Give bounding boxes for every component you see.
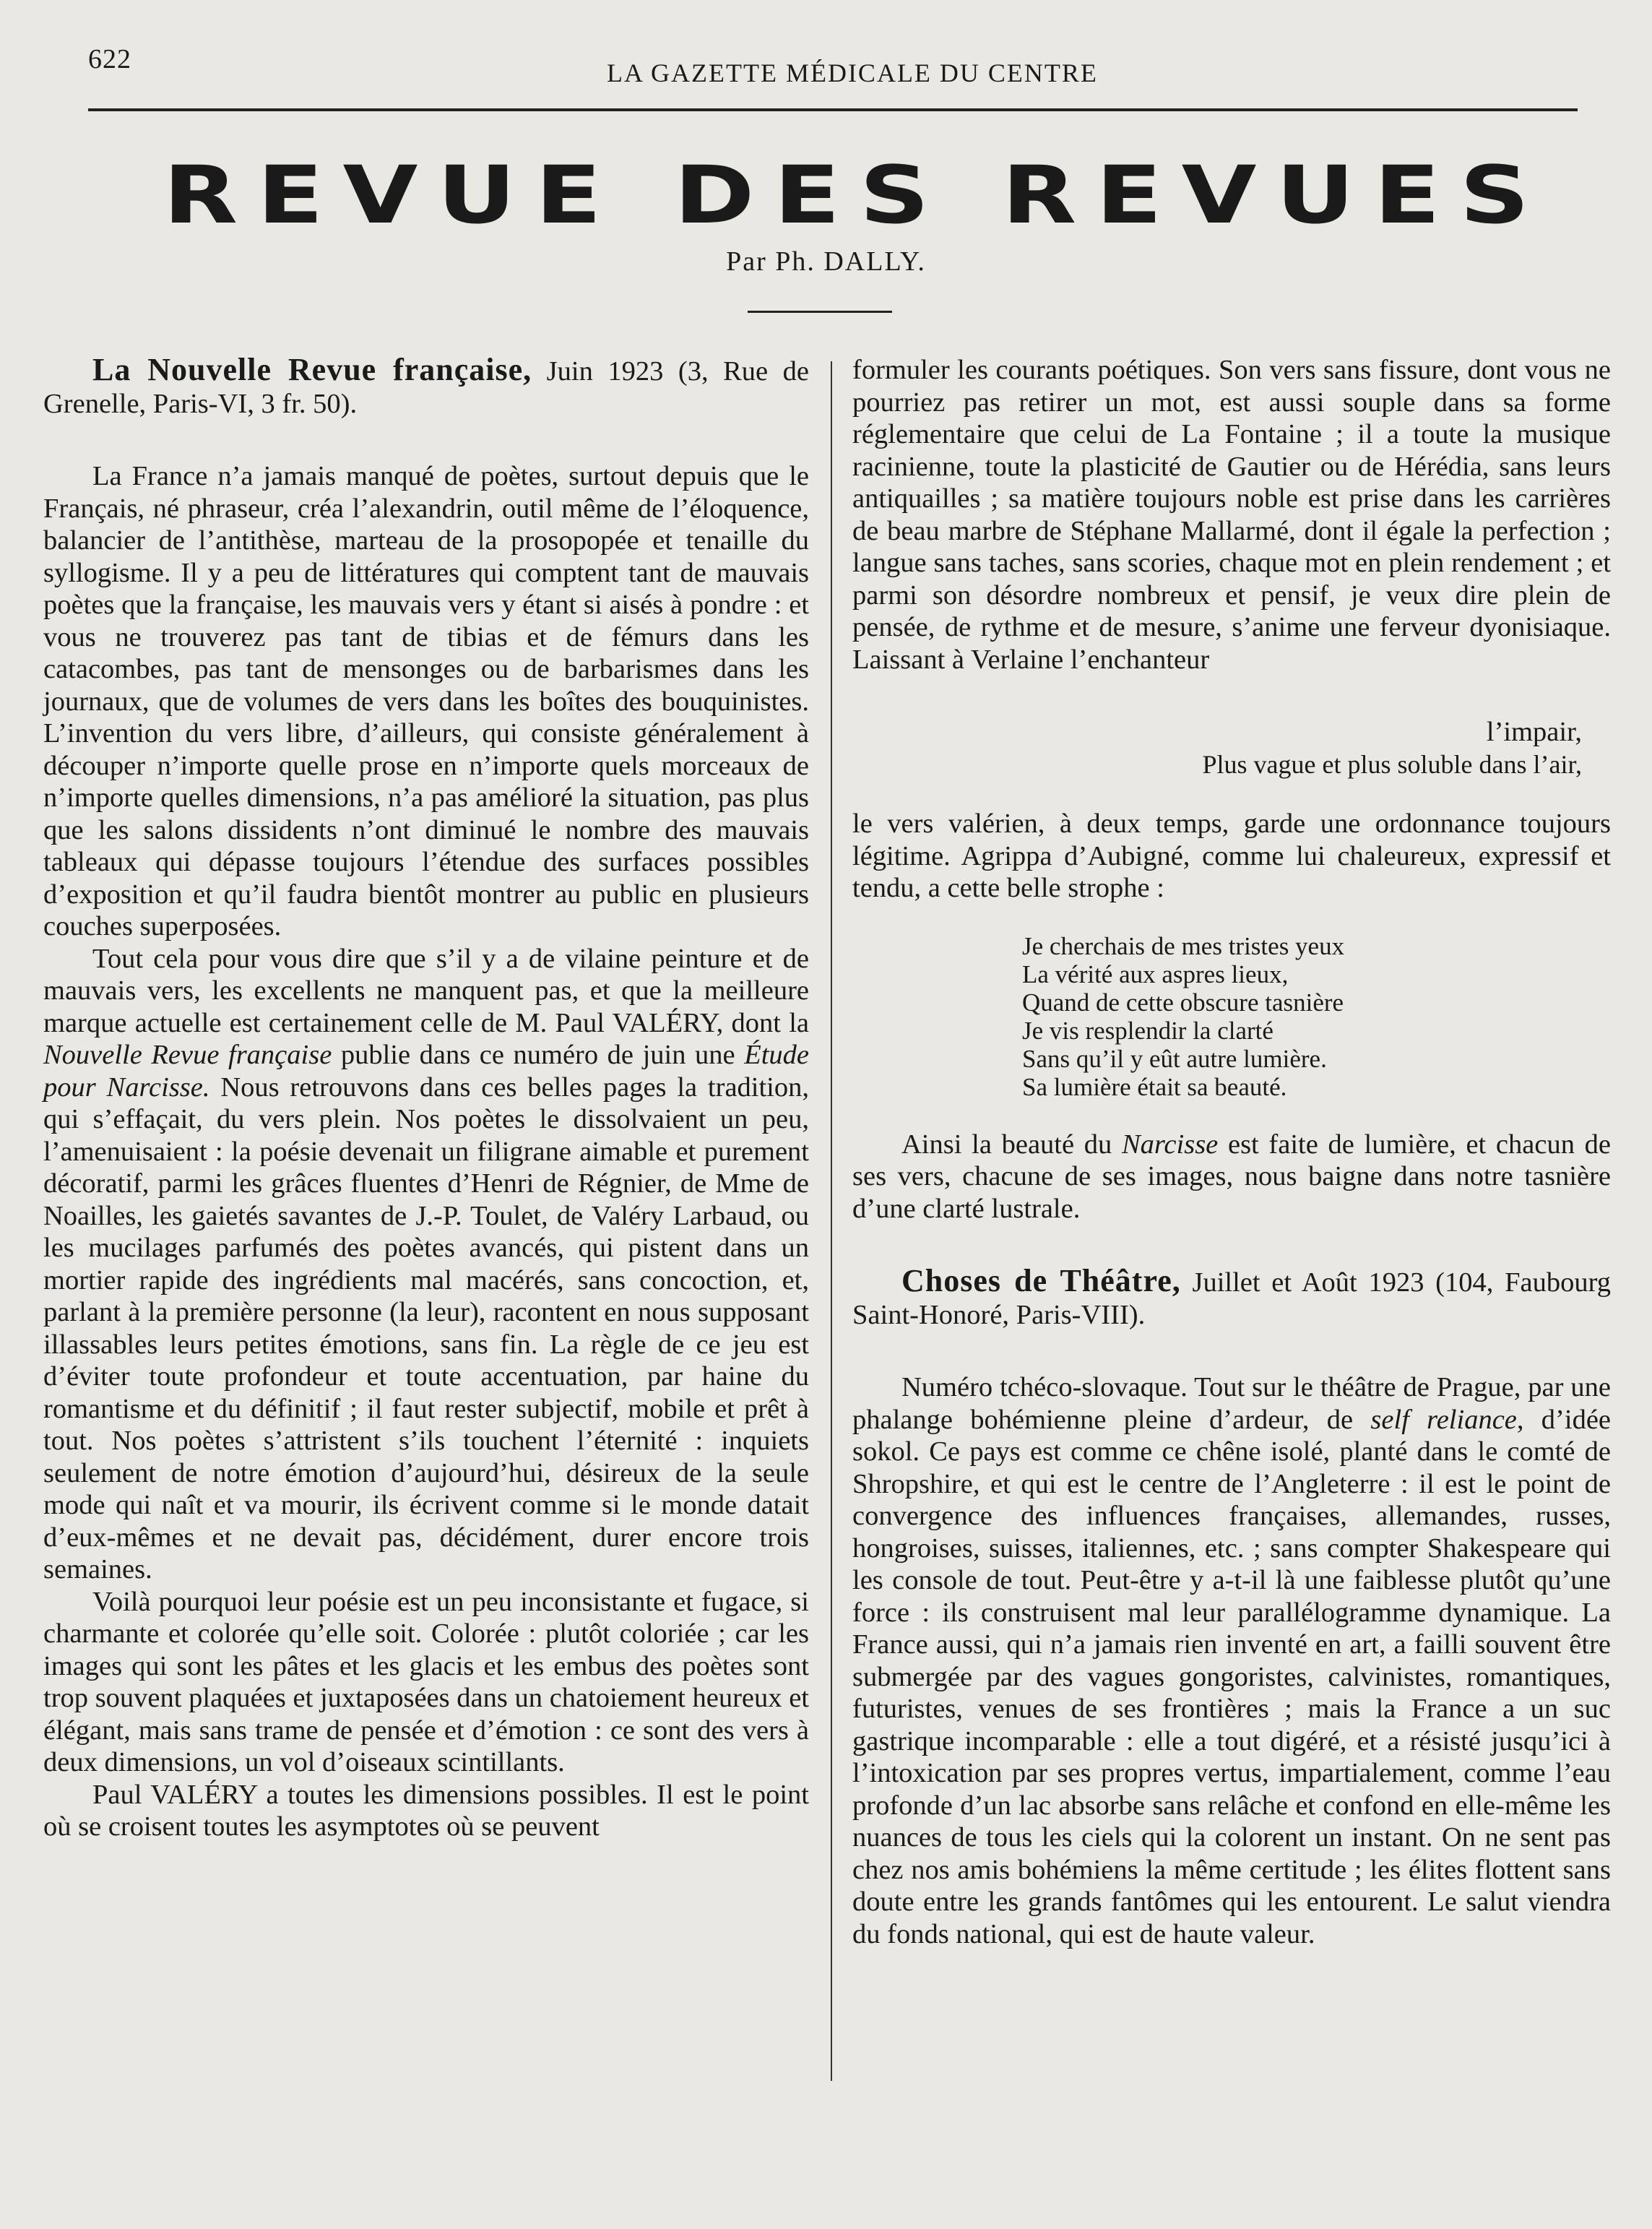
verse-line: Plus vague et plus soluble dans l’air, <box>1202 749 1582 779</box>
paragraph: le vers valérien, à deux temps, garde une ordonnance toujours légitime. Agrippa d’Aubigné, comme lui chaleureux, expressif et tendu, a cette belle strophe : <box>852 809 1611 903</box>
paragraph: La France n’a jamais manqué de poètes, surtout depuis que le Français, né phraseur, créa l’alexandrin, outil même de l’éloquence, balancier de l’antithèse, marteau de la prosopopée et tenaille du syllogisme. Il y a peu de littératures qui comptent tant de mauvais poètes que la française, les mauvais vers y étant si aisés à pondre : et vous ne trouverez pas tant de tibias et de fémurs dans les catacombes, pas tant de mensonges ou de barbarismes dans les journaux, que de volumes de vers dans les boîtes des bouquinistes. L’invention du vers libre, d’ailleurs, qui consiste généralement à découper n’importe quelle prose en n’importe quels morceaux de n’importe quelles dimensions, n’a pas amélioré la situation, pas plus que les salons dissidents n’ont diminué le nombre des mauvais tableaux qui dépasse toujours l’étendue des surfaces possibles d’exposition et qu’il faudra bientôt montrer au public en plusieurs couches superposées. <box>43 461 809 941</box>
paragraph: Numéro tchéco-slovaque. Tout sur le théâtre de Prague, par une phalange bohémienne pleine d’ardeur, de self reliance, d’idée sokol. Ce pays est comme ce chêne isolé, planté dans le comté de Shropshire, et qui est le centre de l’Angleterre : il est le point de convergence des influences françaises, allemandes, russes, hongroises, suisses, italiennes, etc. ; sans compter Shakespeare qui les console de tout. Peut-être y a-t-il là une faiblesse plutôt qu’une force : ils construisent mal leur parallélogramme dynamique. La France aussi, qui n’a jamais rien inventé en art, a failli souvent être submergée par des vagues gongoristes, calvinistes, romantiques, futuristes, venues de ses frontières ; mais la France a un suc gastrique incomparable : elle a tout digéré, et a résisté jusqu’ici à l’intoxication par ses propres vertus, impartialement, comme l’eau profonde d’un lac absorbe sans relâche et confond en elle-même les nuances de tous les ciels qui la colorent un instant. On ne sent pas chez nos amis bohémiens la même certitude ; les élites flottent sans doute entre les grands fantômes qui les entourent. Le salut viendra du fonds national, qui est de haute valeur. <box>852 1372 1611 1949</box>
stanza-line: Sa lumière était sa beauté. <box>1022 1072 1287 1101</box>
verse-line: l’impair, <box>1486 717 1582 747</box>
left-column <box>43 354 809 1843</box>
review-title: Choses de Théâtre, <box>901 1263 1181 1298</box>
stanza-line: Sans qu’il y eût autre lumière. <box>1022 1044 1327 1073</box>
paragraph: formuler les courants poétiques. Son vers sans fissure, dont vous ne pourriez pas retirer un mot, est aussi souple dans sa forme réglementaire que celui de La Fontaine ; il a toute la musique racinienne, toute la plasticité de Gautier ou de Hérédia, sans leurs antiquailles ; sa matière toujours noble est prise dans les carrières de beau marbre de Stéphane Mallarmé, dont il égale la perfection ; langue sans taches, sans scories, chaque mot en plein rendement ; et parmi son désordre nombreux et pensif, je veux dire plein de pensée, de rythme et de mesure, s’anime une ferveur dyonisiaque. Laissant à Verlaine l’enchanteur <box>852 355 1611 675</box>
byline: Par Ph. DALLY. <box>726 246 926 277</box>
running-head: LA GAZETTE MÉDICALE DU CENTRE <box>607 59 1098 87</box>
review-heading-nrf <box>43 354 809 420</box>
review-meta: Juillet et Août 1923 (104, Faubourg Saint-Honoré, Paris-VIII). <box>852 1267 1611 1330</box>
paragraph: Paul VALÉRY a toutes les dimensions possibles. Il est le point où se croisent toutes les asymptotes où se peuvent <box>43 1779 809 1842</box>
paragraph: Tout cela pour vous dire que s’il y a de vilaine peinture et de mauvais vers, les excellents ne manquent pas, et que la meilleure marque actuelle est certainement celle de M. Paul VALÉRY, dont la Nouvelle Revue française publie dans ce numéro de juin une Étude pour Narcisse. Nous retrouvons dans ces belles pages la tradition, qui s’effaçait, du vers plein. Nos poètes le dissolvaient un peu, l’amenuisaient : la poésie devenait un filigrane aimable et purement décoratif, parmi les grâces fluentes d’Henri de Régnier, de Mme de Noailles, les gaietés savantes de J.-P. Toulet, de Valéry Larbaud, ou les mucilages parfumés des poètes avancés, qui pistent dans un mortier rapide des ingrédients mal macérés, sans concoction, et, parlant à la première personne (la leur), racontent en nous supposant illassables leurs petites émotions, sans fin. La règle de ce jeu est d’éviter toute profondeur et toute accentuation, par haine du romantisme et du définitif ; il faut rester subjectif, mobile et prêt à tout. Nos poètes s’attristent s’ils touchent l’éternité : inquiets seulement de notre émotion d’aujourd’hui, désireux de la seule mode qui naît et va mourir, ils écrivent comme si le monde datait d’eux-mêmes et ne devait pas, décidément, durer encore trois semaines. <box>43 943 809 1585</box>
page-number: 622 <box>88 44 131 74</box>
review-title: La Nouvelle Revue française, <box>92 352 532 387</box>
stanza-line: La vérité aux aspres lieux, <box>1022 960 1289 988</box>
paragraph: Voilà pourquoi leur poésie est un peu inconsistante et fugace, si charmante et colorée qu’elle soit. Colorée : plutôt coloriée ; car les images qui sont les pâtes et les glacis et les embus des poètes sont trop souvent plaquées et juxtaposées dans un chatoiement heureux et élégant, mais sans trame de pensée et d’émotion : ce sont des vers à deux dimensions, un vol d’oiseaux scintillants. <box>43 1586 809 1777</box>
column-divider <box>831 361 832 2081</box>
paragraph: Ainsi la beauté du Narcisse est faite de lumière, et chacun de ses vers, chacune de ses images, nous baigne dans notre tasnière d’une clarté lustrale. <box>852 1129 1611 1224</box>
header-rule <box>88 108 1578 111</box>
review-heading-theatre <box>852 1265 1611 1331</box>
section-title: REVUE DES REVUES <box>163 149 1549 241</box>
byline-rule <box>748 311 892 313</box>
stanza-line: Je vis resplendir la clarté <box>1022 1016 1273 1045</box>
right-column <box>852 354 1611 1950</box>
stanza-line: Je cherchais de mes tristes yeux <box>1022 931 1345 960</box>
stanza-line: Quand de cette obscure tasnière <box>1022 988 1344 1017</box>
review-meta: Juin 1923 (3, Rue de Grenelle, Paris-VI, 3 fr. 50). <box>43 356 809 419</box>
